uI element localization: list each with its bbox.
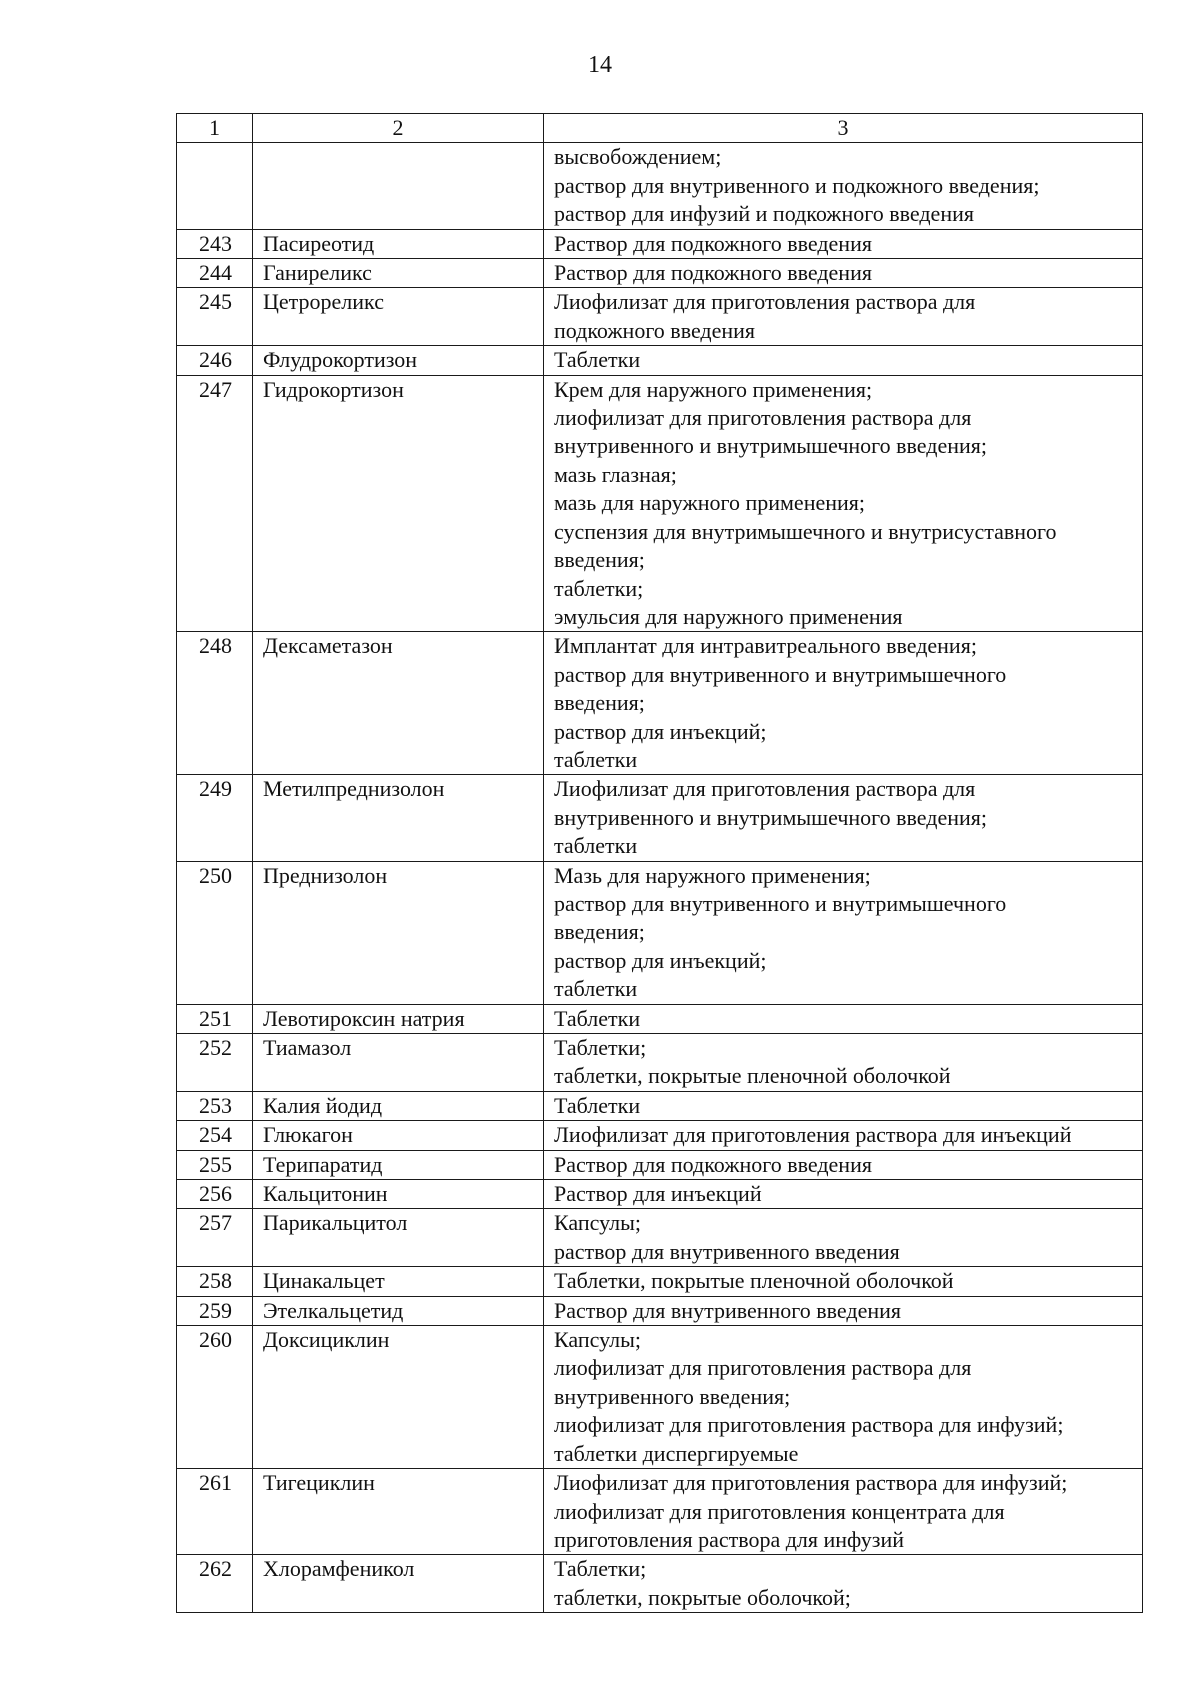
table-row — [177, 1091, 1143, 1120]
dosage-form-line: раствор для инъекций; — [554, 947, 767, 973]
table-row — [177, 1296, 1143, 1325]
drug-name: Пасиреотид — [253, 229, 544, 258]
table-row — [177, 1004, 1143, 1033]
page-number: 14 — [588, 52, 612, 78]
table-row — [177, 1209, 1143, 1267]
dosage-form-line: введения; — [554, 547, 645, 573]
row-number: 260 — [177, 1326, 253, 1469]
dosage-forms — [544, 259, 1143, 288]
dosage-form-line: Мазь для наружного применения; — [554, 862, 871, 888]
drug-name: Флудрокортизон — [253, 346, 544, 375]
row-number: 251 — [177, 1004, 253, 1033]
dosage-form-line: Лиофилизат для приготовления раствора для — [554, 289, 976, 315]
drug-name: Глюкагон — [253, 1121, 544, 1150]
dosage-form-line: Лиофилизат для приготовления раствора для инфузий; — [554, 1470, 1068, 1496]
dosage-form-line: подкожного введения — [554, 317, 756, 343]
dosage-forms — [544, 143, 1143, 229]
dosage-form-line: приготовления раствора для инфузий — [554, 1526, 904, 1552]
drug-name: Тигециклин — [253, 1469, 544, 1555]
dosage-form-line: лиофилизат для приготовления раствора для инфузий; — [554, 1412, 1064, 1438]
row-number: 247 — [177, 375, 253, 632]
column-header-forms: 3 — [544, 114, 1143, 143]
dosage-form-line: таблетки — [554, 833, 638, 859]
drug-name: Хлорамфеникол — [253, 1555, 544, 1613]
row-number: 256 — [177, 1180, 253, 1209]
dosage-form-line: внутривенного и внутримышечного введения; — [554, 804, 987, 830]
dosage-form-line: Таблетки — [554, 1005, 641, 1031]
dosage-forms — [544, 632, 1143, 775]
dosage-form-line: таблетки диспергируемые — [554, 1440, 799, 1466]
dosage-form-line: раствор для инъекций; — [554, 718, 767, 744]
table-row — [177, 143, 1143, 229]
table-row — [177, 1267, 1143, 1296]
drug-name: Цетрореликс — [253, 288, 544, 346]
row-number: 246 — [177, 346, 253, 375]
dosage-form-line: таблетки, покрытые пленочной оболочкой — [554, 1063, 951, 1089]
dosage-form-line: внутривенного введения; — [554, 1383, 791, 1409]
drug-name: Метилпреднизолон — [253, 775, 544, 861]
dosage-forms — [544, 375, 1143, 632]
table-row — [177, 259, 1143, 288]
row-number: 249 — [177, 775, 253, 861]
drug-name: Кальцитонин — [253, 1180, 544, 1209]
dosage-form-line: Имплантат для интравитреального введения; — [554, 633, 977, 659]
dosage-form-line: Раствор для внутривенного введения — [554, 1297, 902, 1323]
row-number: 248 — [177, 632, 253, 775]
dosage-form-line: раствор для внутривенного и внутримышечного — [554, 890, 1007, 916]
row-number: 255 — [177, 1150, 253, 1179]
dosage-forms — [544, 1555, 1143, 1613]
table-row — [177, 288, 1143, 346]
dosage-form-line: лиофилизат для приготовления раствора для — [554, 405, 972, 431]
table-row — [177, 1469, 1143, 1555]
drug-name: Дексаметазон — [253, 632, 544, 775]
drug-table — [176, 113, 1143, 1613]
row-number: 257 — [177, 1209, 253, 1267]
dosage-form-line: введения; — [554, 690, 645, 716]
drug-name: Цинакальцет — [253, 1267, 544, 1296]
column-header-name: 2 — [253, 114, 544, 143]
dosage-form-line: Раствор для инъекций — [554, 1181, 762, 1207]
table-row — [177, 375, 1143, 632]
drug-name: Тиамазол — [253, 1034, 544, 1092]
dosage-form-line: мазь глазная; — [554, 461, 677, 487]
dosage-form-line: мазь для наружного применения; — [554, 490, 866, 516]
dosage-form-line: Таблетки; — [554, 1035, 647, 1060]
drug-name: Этелкальцетид — [253, 1296, 544, 1325]
dosage-form-line: таблетки — [554, 746, 638, 772]
row-number: 243 — [177, 229, 253, 258]
dosage-form-line: лиофилизат для приготовления концентрата для — [554, 1498, 1005, 1524]
dosage-form-line: таблетки, покрытые оболочкой; — [554, 1584, 851, 1610]
dosage-form-line: Капсулы; — [554, 1210, 642, 1236]
row-number: 258 — [177, 1267, 253, 1296]
dosage-form-line: Раствор для подкожного введения — [554, 1151, 872, 1177]
dosage-forms — [544, 1004, 1143, 1033]
dosage-form-line: высвобождением; — [554, 144, 722, 170]
table-row — [177, 632, 1143, 775]
table-row — [177, 1121, 1143, 1150]
table-row — [177, 346, 1143, 375]
table-row — [177, 1150, 1143, 1179]
dosage-form-line: Раствор для подкожного введения — [554, 230, 872, 256]
dosage-form-line: Таблетки — [554, 347, 641, 373]
table-row — [177, 861, 1143, 1004]
dosage-form-line: эмульсия для наружного применения — [554, 603, 903, 629]
dosage-forms — [544, 1326, 1143, 1469]
dosage-forms — [544, 1469, 1143, 1555]
drug-name: Парикальцитол — [253, 1209, 544, 1267]
row-number — [177, 143, 253, 229]
drug-name: Левотироксин натрия — [253, 1004, 544, 1033]
dosage-forms — [544, 861, 1143, 1004]
row-number: 262 — [177, 1555, 253, 1613]
drug-name — [253, 143, 544, 229]
dosage-form-line: раствор для внутривенного введения — [554, 1238, 900, 1264]
table-header-row — [177, 114, 1143, 143]
row-number: 259 — [177, 1296, 253, 1325]
table-row — [177, 1326, 1143, 1469]
dosage-forms — [544, 346, 1143, 375]
dosage-form-line: раствор для инфузий и подкожного введения — [554, 201, 974, 227]
dosage-form-line: Крем для наружного применения; — [554, 376, 873, 402]
row-number: 250 — [177, 861, 253, 1004]
dosage-form-line: суспензия для внутримышечного и внутрисуставного — [554, 518, 1057, 544]
table-row — [177, 775, 1143, 861]
table-row — [177, 229, 1143, 258]
drug-name: Гидрокортизон — [253, 375, 544, 632]
dosage-forms — [544, 1296, 1143, 1325]
dosage-forms — [544, 1267, 1143, 1296]
dosage-form-line: раствор для внутривенного и внутримышечного — [554, 661, 1007, 687]
row-number: 254 — [177, 1121, 253, 1150]
table-body — [177, 143, 1143, 1613]
dosage-forms — [544, 1034, 1143, 1092]
dosage-form-line: Таблетки; — [554, 1556, 647, 1582]
dosage-form-line: Лиофилизат для приготовления раствора для — [554, 776, 976, 802]
dosage-forms — [544, 229, 1143, 258]
row-number: 244 — [177, 259, 253, 288]
dosage-form-line: таблетки — [554, 976, 638, 1002]
table-row — [177, 1034, 1143, 1092]
dosage-form-line: Раствор для подкожного введения — [554, 260, 872, 286]
drug-name: Доксициклин — [253, 1326, 544, 1469]
dosage-forms — [544, 1150, 1143, 1179]
dosage-form-line: Капсулы; — [554, 1327, 642, 1353]
dosage-form-line: Лиофилизат для приготовления раствора для инъекций — [554, 1122, 1072, 1148]
row-number: 252 — [177, 1034, 253, 1092]
column-header-number: 1 — [177, 114, 253, 143]
row-number: 261 — [177, 1469, 253, 1555]
dosage-form-line: внутривенного и внутримышечного введения; — [554, 433, 987, 459]
dosage-forms — [544, 1091, 1143, 1120]
dosage-forms — [544, 1180, 1143, 1209]
drug-name: Ганиреликс — [253, 259, 544, 288]
drug-name: Терипаратид — [253, 1150, 544, 1179]
dosage-forms — [544, 288, 1143, 346]
dosage-forms — [544, 1121, 1143, 1150]
dosage-form-line: введения; — [554, 919, 645, 945]
drug-name: Преднизолон — [253, 861, 544, 1004]
dosage-forms — [544, 775, 1143, 861]
dosage-form-line: Таблетки — [554, 1092, 641, 1118]
drug-name: Калия йодид — [253, 1091, 544, 1120]
dosage-form-line: раствор для внутривенного и подкожного введения; — [554, 172, 1040, 198]
table-row — [177, 1555, 1143, 1613]
row-number: 253 — [177, 1091, 253, 1120]
table-row — [177, 1180, 1143, 1209]
dosage-forms — [544, 1209, 1143, 1267]
dosage-form-line: лиофилизат для приготовления раствора для — [554, 1355, 972, 1381]
dosage-form-line: таблетки; — [554, 575, 644, 601]
row-number: 245 — [177, 288, 253, 346]
dosage-form-line: Таблетки, покрытые пленочной оболочкой — [554, 1268, 954, 1294]
